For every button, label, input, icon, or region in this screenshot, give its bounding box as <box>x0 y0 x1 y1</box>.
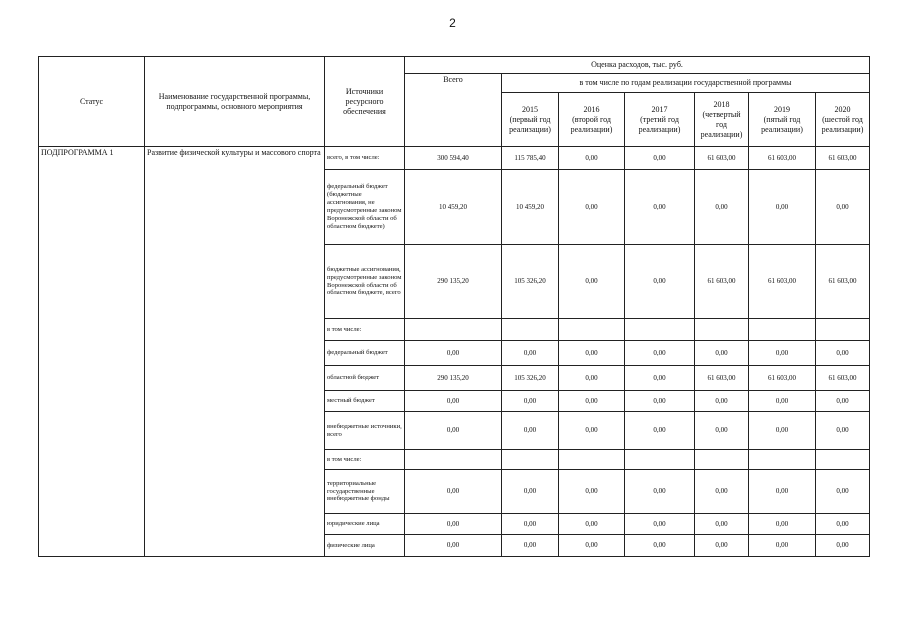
value-cell: 0,00 <box>695 391 749 412</box>
value-cell <box>405 319 502 341</box>
value-cell: 0,00 <box>559 470 625 514</box>
value-cell: 300 594,40 <box>405 147 502 170</box>
budget-table <box>38 56 870 557</box>
value-cell: 0,00 <box>749 514 816 535</box>
value-cell: 105 326,20 <box>502 245 559 319</box>
value-cell: 0,00 <box>559 391 625 412</box>
value-cell <box>816 450 870 470</box>
value-cell: 0,00 <box>749 470 816 514</box>
value-cell <box>405 450 502 470</box>
source-cell: физические лица <box>325 535 405 557</box>
header-year-2019 <box>749 93 816 147</box>
year-number: 2019 <box>774 104 790 114</box>
value-cell: 0,00 <box>816 341 870 366</box>
value-cell: 0,00 <box>816 391 870 412</box>
value-cell: 61 603,00 <box>816 245 870 319</box>
program-name: Развитие физической культуры и массового спорта <box>145 147 325 557</box>
value-cell <box>816 319 870 341</box>
value-cell: 0,00 <box>405 341 502 366</box>
value-cell: 0,00 <box>405 535 502 557</box>
value-cell: 0,00 <box>502 470 559 514</box>
year-number: 2017 <box>651 104 668 114</box>
value-cell: 0,00 <box>559 245 625 319</box>
value-cell: 0,00 <box>625 412 695 450</box>
header-status: Статус <box>39 57 145 147</box>
source-cell: территориальные государственные внебюджетные фонды <box>325 470 405 514</box>
value-cell: 0,00 <box>749 391 816 412</box>
value-cell: 0,00 <box>625 470 695 514</box>
value-cell: 0,00 <box>559 535 625 557</box>
value-cell: 61 603,00 <box>749 147 816 170</box>
value-cell: 0,00 <box>559 366 625 391</box>
value-cell <box>625 319 695 341</box>
value-cell: 0,00 <box>625 514 695 535</box>
value-cell: 0,00 <box>816 470 870 514</box>
source-cell: бюджетные ассигнования, предусмотренные законом Воронежской области об областном бюджете, всего <box>325 245 405 319</box>
value-cell <box>502 319 559 341</box>
value-cell: 0,00 <box>559 412 625 450</box>
source-cell: в том числе: <box>325 450 405 470</box>
value-cell <box>625 450 695 470</box>
value-cell: 0,00 <box>405 412 502 450</box>
value-cell: 0,00 <box>502 341 559 366</box>
value-cell <box>695 450 749 470</box>
value-cell <box>559 319 625 341</box>
year-number: 2016 <box>583 104 600 114</box>
value-cell: 0,00 <box>695 470 749 514</box>
source-cell: в том числе: <box>325 319 405 341</box>
value-cell: 0,00 <box>695 514 749 535</box>
value-cell: 0,00 <box>816 514 870 535</box>
year-label: (второй год реализации) <box>570 114 613 134</box>
value-cell: 0,00 <box>559 170 625 245</box>
source-cell: юридические лица <box>325 514 405 535</box>
value-cell: 0,00 <box>749 170 816 245</box>
source-cell: федеральный бюджет <box>325 341 405 366</box>
value-cell: 61 603,00 <box>695 147 749 170</box>
value-cell: 0,00 <box>502 412 559 450</box>
value-cell: 0,00 <box>625 391 695 412</box>
value-cell <box>749 450 816 470</box>
value-cell: 10 459,20 <box>405 170 502 245</box>
value-cell: 61 603,00 <box>749 245 816 319</box>
value-cell: 105 326,20 <box>502 366 559 391</box>
year-label: (первый год реализации) <box>509 114 551 134</box>
value-cell: 0,00 <box>502 514 559 535</box>
year-number: 2020 <box>834 104 851 114</box>
value-cell: 0,00 <box>816 412 870 450</box>
year-number: 2015 <box>522 104 538 114</box>
header-year-2015 <box>502 93 559 147</box>
value-cell: 115 785,40 <box>502 147 559 170</box>
value-cell: 61 603,00 <box>695 366 749 391</box>
value-cell: 61 603,00 <box>816 147 870 170</box>
value-cell: 0,00 <box>749 535 816 557</box>
value-cell: 61 603,00 <box>695 245 749 319</box>
value-cell: 61 603,00 <box>749 366 816 391</box>
value-cell: 0,00 <box>816 170 870 245</box>
value-cell: 10 459,20 <box>502 170 559 245</box>
year-label: (шестой год реализации) <box>821 114 864 134</box>
source-cell: областной бюджет <box>325 366 405 391</box>
value-cell: 0,00 <box>502 535 559 557</box>
header-year-2017 <box>625 93 695 147</box>
page-number: 2 <box>449 16 456 30</box>
year-number: 2018 <box>713 99 730 109</box>
header-sources: Источники ресурсного обеспечения <box>325 57 405 147</box>
year-label: (пятый год реализации) <box>761 114 803 134</box>
value-cell: 290 135,20 <box>405 245 502 319</box>
value-cell <box>695 319 749 341</box>
header-total: Всего <box>405 74 502 147</box>
value-cell <box>502 450 559 470</box>
value-cell: 0,00 <box>625 147 695 170</box>
value-cell: 0,00 <box>559 147 625 170</box>
source-cell: внебюджетные источники, всего <box>325 412 405 450</box>
value-cell: 0,00 <box>625 245 695 319</box>
value-cell: 0,00 <box>405 391 502 412</box>
value-cell: 0,00 <box>695 535 749 557</box>
value-cell: 0,00 <box>625 170 695 245</box>
source-cell: всего, в том числе: <box>325 147 405 170</box>
value-cell: 0,00 <box>695 170 749 245</box>
value-cell <box>749 319 816 341</box>
value-cell: 0,00 <box>816 535 870 557</box>
table-row <box>39 147 870 170</box>
source-cell: местный бюджет <box>325 391 405 412</box>
year-label: (третий год реализации) <box>638 114 681 134</box>
value-cell: 0,00 <box>559 341 625 366</box>
value-cell: 0,00 <box>625 341 695 366</box>
value-cell: 0,00 <box>405 514 502 535</box>
header-by-years: в том числе по годам реализации государственной программы <box>502 74 870 93</box>
value-cell: 290 135,20 <box>405 366 502 391</box>
value-cell: 0,00 <box>749 341 816 366</box>
value-cell: 0,00 <box>502 391 559 412</box>
header-year-2020 <box>816 93 870 147</box>
value-cell: 0,00 <box>695 412 749 450</box>
header-estimate: Оценка расходов, тыс. руб. <box>405 57 870 74</box>
value-cell <box>559 450 625 470</box>
value-cell: 0,00 <box>695 341 749 366</box>
value-cell: 0,00 <box>749 412 816 450</box>
value-cell: 0,00 <box>625 366 695 391</box>
value-cell: 0,00 <box>625 535 695 557</box>
value-cell: 61 603,00 <box>816 366 870 391</box>
year-label: (четвертый год реализации) <box>700 109 743 139</box>
header-year-2018 <box>695 93 749 147</box>
value-cell: 0,00 <box>405 470 502 514</box>
header-year-2016 <box>559 93 625 147</box>
source-cell: федеральный бюджет (бюджетные ассигнования, не предусмотренные законом Воронежской области об областном бюджете) <box>325 170 405 245</box>
value-cell: 0,00 <box>559 514 625 535</box>
header-name: Наименование государственной программы, подпрограммы, основного мероприятия <box>145 57 325 147</box>
program-status: ПОДПРОГРАММА 1 <box>39 147 145 557</box>
